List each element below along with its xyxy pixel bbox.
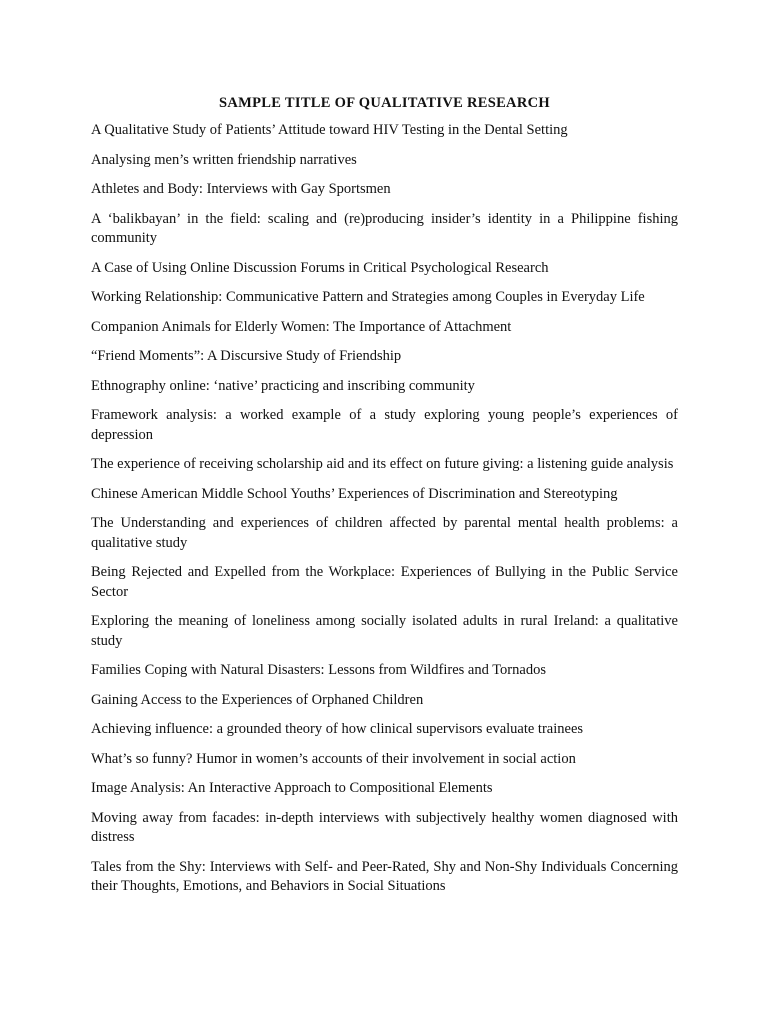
research-title-item: Framework analysis: a worked example of a study exploring young people’s experiences of depression — [91, 407, 678, 443]
research-title-item: The Understanding and experiences of children affected by parental mental health problems: a qualitative study — [91, 515, 678, 551]
research-title-item: Tales from the Shy: Interviews with Self- and Peer-Rated, Shy and Non-Shy Individuals Concerning their Thoughts, Emotions, and Behaviors in Social Situations — [91, 858, 678, 894]
research-title-list — [91, 121, 678, 897]
research-title-item: Being Rejected and Expelled from the Workplace: Experiences of Bullying in the Public Service Sector — [91, 564, 678, 600]
research-title-item: Working Relationship: Communicative Pattern and Strategies among Couples in Everyday Life — [91, 289, 645, 305]
research-title-item: A ‘balikbayan’ in the field: scaling and (re)producing insider’s identity in a Philippine fishing community — [91, 210, 678, 246]
research-title-item: Athletes and Body: Interviews with Gay Sportsmen — [91, 181, 391, 197]
research-title-item: Image Analysis: An Interactive Approach to Compositional Elements — [91, 780, 493, 796]
research-title-item: A Case of Using Online Discussion Forums in Critical Psychological Research — [91, 259, 549, 276]
research-title-item: Gaining Access to the Experiences of Orphaned Children — [91, 691, 424, 708]
research-title-item: A Qualitative Study of Patients’ Attitude toward HIV Testing in the Dental Setting — [91, 122, 568, 138]
research-title-item: “Friend Moments”: A Discursive Study of Friendship — [91, 348, 402, 364]
research-title-item: Moving away from facades: in-depth interviews with subjectively healthy women diagnosed with distress — [91, 809, 678, 845]
research-title-item: Families Coping with Natural Disasters: Lessons from Wildfires and Tornados — [91, 662, 546, 678]
research-title-item: Exploring the meaning of loneliness among socially isolated adults in rural Ireland: a qualitative study — [91, 613, 678, 649]
research-title-item: Companion Animals for Elderly Women: The Importance of Attachment — [91, 318, 512, 335]
research-title-item: The experience of receiving scholarship aid and its effect on future giving: a listening guide analysis — [91, 456, 674, 472]
research-title-item: Chinese American Middle School Youths’ Experiences of Discrimination and Stereotyping — [91, 485, 618, 502]
research-title-item: What’s so funny? Humor in women’s accounts of their involvement in social action — [91, 750, 576, 767]
research-title-item: Ethnography online: ‘native’ practicing and inscribing community — [91, 377, 475, 394]
research-title-item: Analysing men’s written friendship narratives — [91, 151, 357, 168]
page-title: SAMPLE TITLE OF QUALITATIVE RESEARCH — [219, 95, 550, 111]
research-title-item: Achieving influence: a grounded theory of how clinical supervisors evaluate trainees — [91, 721, 584, 737]
